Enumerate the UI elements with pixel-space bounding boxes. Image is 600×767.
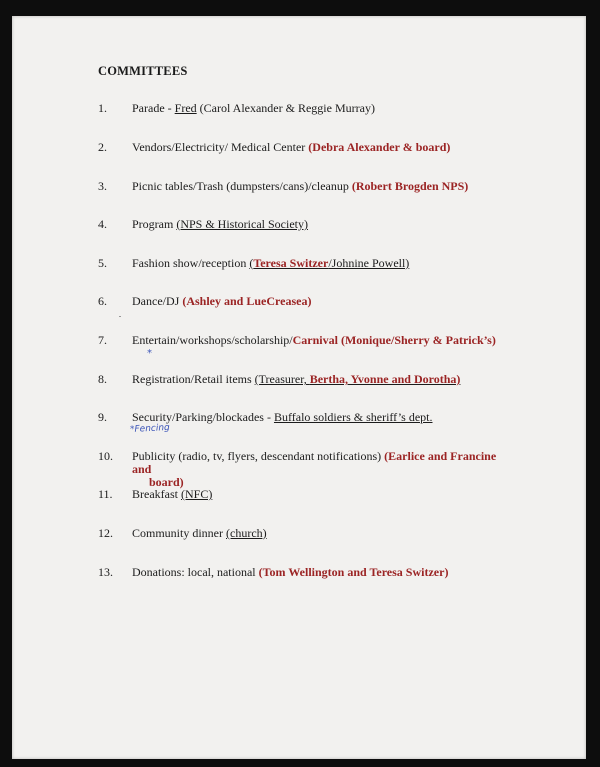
item-number: 13. [98, 565, 113, 579]
item-number: 9. [98, 410, 107, 424]
item-text: Breakfast (NFC) [132, 487, 213, 501]
item-text: Fashion show/reception (Teresa Switzer/Johnine Powell) [132, 256, 410, 270]
item-number: 10. [98, 449, 113, 463]
item-number: 4. [98, 217, 107, 231]
item-text: Vendors/Electricity/ Medical Center (Debra Alexander & board) [132, 140, 451, 154]
item-text: Community dinner (church) [132, 526, 267, 540]
item-number: 11. [98, 487, 113, 501]
item-text: Program (NPS & Historical Society) [132, 217, 308, 231]
item-text: Publicity (radio, tv, flyers, descendant notifications) (Earlice and Francine and board) [132, 449, 497, 489]
item-number: 3. [98, 179, 107, 193]
item-text: Security/Parking/blockades - Buffalo soldiers & sheriff’s dept. [132, 410, 433, 424]
item-text: Parade - Fred (Carol Alexander & Reggie Murray) [132, 101, 375, 115]
handwritten-fencing-note: *Fencing [129, 422, 171, 436]
item-number: 5. [98, 256, 107, 270]
item-number: 2. [98, 140, 107, 154]
item-number: 7. [98, 333, 107, 347]
item-text: Dance/DJ (Ashley and LueCreasea) [132, 294, 312, 308]
item-number: 12. [98, 526, 113, 540]
item-number: 8. [98, 372, 107, 386]
item-number: 6. [98, 294, 107, 308]
document-page [12, 16, 586, 759]
item-text: Entertain/workshops/scholarship/Carnival (Monique/Sherry & Patrick’s) [132, 333, 496, 347]
item-text: Registration/Retail items (Treasurer, Bertha, Yvonne and Dorotha) [132, 372, 461, 386]
paper-speck [119, 316, 121, 317]
page-title: COMMITTEES [98, 64, 188, 78]
item-text: Donations: local, national (Tom Wellington and Teresa Switzer) [132, 565, 449, 579]
item-text: Picnic tables/Trash (dumpsters/cans)/cleanup (Robert Brogden NPS) [132, 179, 469, 193]
handwritten-star: * [147, 348, 152, 359]
item-number: 1. [98, 101, 107, 115]
